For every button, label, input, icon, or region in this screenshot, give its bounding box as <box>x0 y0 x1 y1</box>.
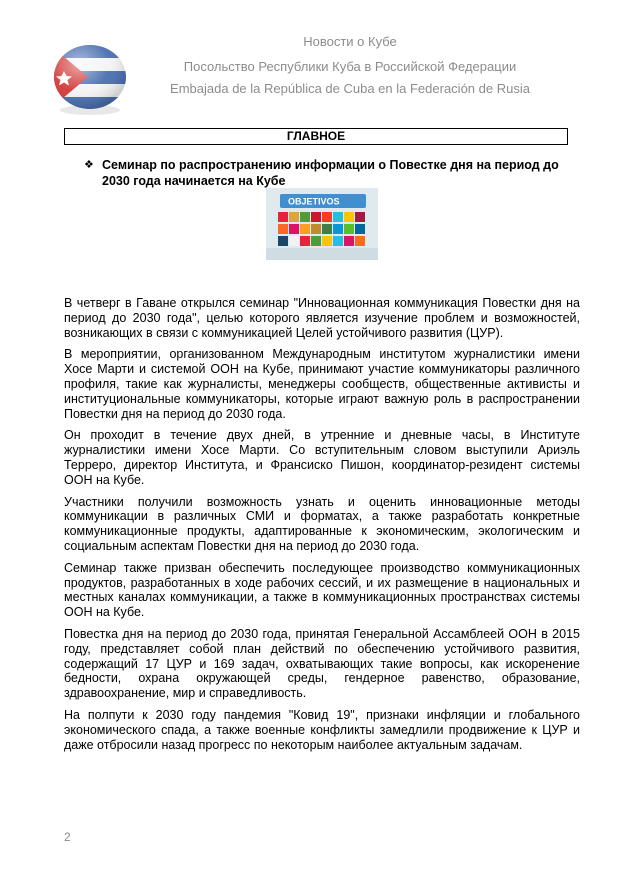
section-heading: ГЛАВНОЕ <box>64 128 568 145</box>
page-number: 2 <box>64 830 71 844</box>
diamond-bullet-icon: ❖ <box>84 159 94 171</box>
article-photo <box>266 188 378 260</box>
article-paragraph: Он проходит в течение двух дней, в утренние и дневные часы, в Институте журналистики имени Хосе Марти. Со вступительным словом выступили Ариэль Терреро, директор Института, и Франсиско Пишон, координатор-резидент системы ООН на Кубе. <box>64 428 580 487</box>
cuba-flag-logo <box>50 40 130 118</box>
photo-banner-text: OBJETIVOS <box>288 196 340 207</box>
header-news-title: Новости о Кубе <box>303 34 397 49</box>
article-title: Семинар по распространению информации о Повестке дня на период до 2030 года начинается на Кубе <box>102 158 559 188</box>
header-embassy-ru: Посольство Республики Куба в Российской Федерации <box>183 59 517 74</box>
article-paragraph: На полпути к 2030 году пандемия "Ковид 19", признаки инфляции и глобального экономического спада, а также военные конфликты замедлили продвижение к ЦУР и даже отбросили назад прогресс по некоторым наиболее актуальным задачам. <box>64 707 580 752</box>
header-embassy-es: Embajada de la República de Cuba en la Federación de Rusia <box>170 81 530 96</box>
article-paragraph: В четверг в Гаване открылся семинар "Инновационная коммуникация Повестки дня на период до 2030 года", целью которого является изучение проблем и возможностей, возникающих в связи с коммуникацией Целей устойчивого развития (ЦУР). <box>64 296 580 340</box>
article-paragraph: Семинар также призван обеспечить последующее производство коммуникационных продуктов, разработанных в ходе рабочих сессий, и их размещение в национальных и местных каналах коммуникации, а также в коммуникационных пространствах системы ООН на Кубе. <box>64 560 580 620</box>
article-body <box>64 296 580 759</box>
article-paragraph: Повестка дня на период до 2030 года, принятая Генеральной Ассамблеей ООН в 2015 году, представляет собой план действий по обеспечению устойчивого развития, содержащий 17 ЦУР и 169 задач, охватывающих такие вопросы, как искоренение бедности, охрана окружающей среды, гендерное равенство, образование, здравоохранение, мир и справедливость. <box>64 626 580 701</box>
article-paragraph: В мероприятии, организованном Международным институтом журналистики имени Хосе Марти и системой ООН на Кубе, принимают участие коммуникаторы различного профиля, такие как журналисты, менеджеры сообществ, общественные активисты и институциональные коммуникаторы, которые играют важную роль в распространении Повестки дня на период до 2030 года. <box>64 347 580 421</box>
article-paragraph: Участники получили возможность узнать и оценить инновационные методы коммуникации в различных СМИ и форматах, а также разработать конкретные коммуникационные продукты, адаптированные к экономическим, экологическим и социальным аспектам Повестки дня на период до 2030 года. <box>64 494 580 553</box>
